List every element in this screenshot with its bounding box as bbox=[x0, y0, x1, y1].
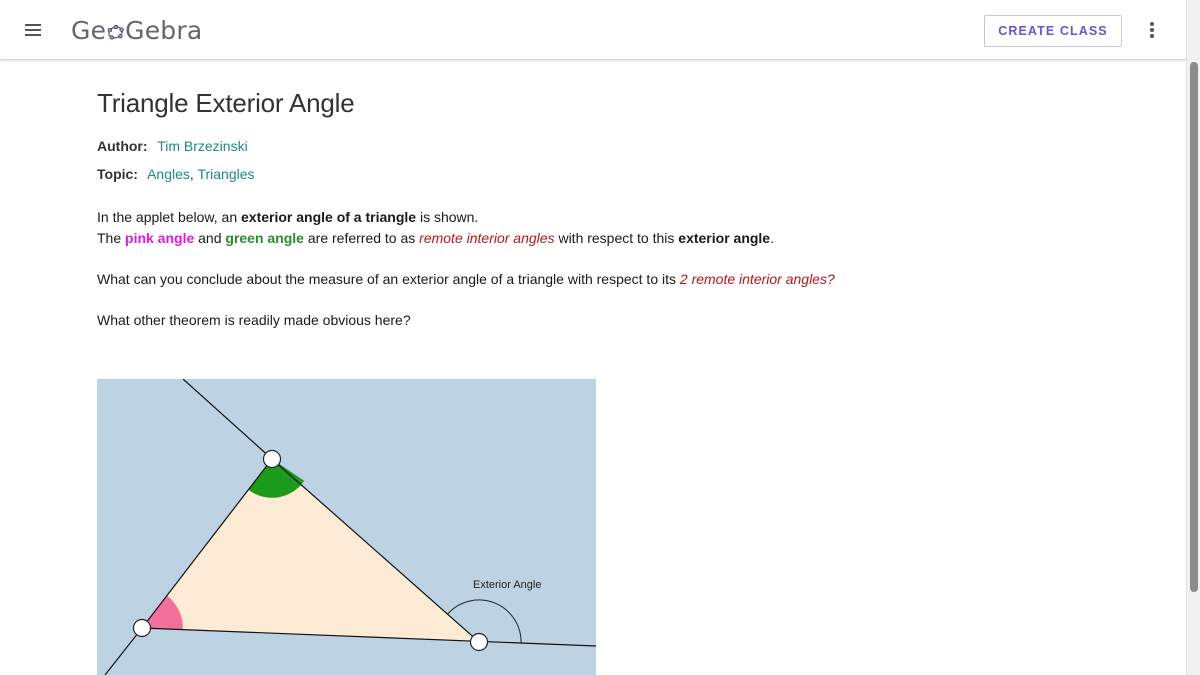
question-2: What other theorem is readily made obvious here? bbox=[97, 312, 411, 328]
geogebra-logo-icon bbox=[106, 24, 125, 40]
logo-text-part1: Ge bbox=[71, 15, 107, 45]
topic-label: Topic: bbox=[97, 166, 138, 182]
line-through-top-and-left bbox=[183, 379, 272, 459]
exterior-angle-text: exterior angle bbox=[678, 230, 771, 246]
exterior-angle-label: Exterior Angle bbox=[473, 579, 542, 591]
author-row bbox=[97, 138, 1157, 158]
author-label: Author: bbox=[97, 138, 148, 154]
green-angle-text: green angle bbox=[225, 230, 304, 246]
material-content bbox=[97, 88, 1157, 331]
topic-row bbox=[97, 166, 1157, 186]
text: are referred to as bbox=[303, 230, 420, 246]
text: The bbox=[97, 230, 126, 246]
author-link[interactable]: Tim Brzezinski bbox=[157, 138, 248, 154]
hamburger-menu-icon[interactable] bbox=[22, 20, 44, 40]
create-class-button[interactable]: CREATE CLASS bbox=[984, 15, 1122, 47]
more-vert-icon[interactable] bbox=[1144, 18, 1160, 42]
pink-angle-text: pink angle bbox=[125, 230, 195, 246]
geogebra-logo[interactable] bbox=[71, 14, 202, 46]
text: In the applet below, an bbox=[97, 209, 241, 225]
description bbox=[97, 207, 1157, 331]
text: . bbox=[770, 230, 774, 246]
remote-interior-angles-question-text: 2 remote interior angles? bbox=[679, 271, 835, 287]
logo-text-part2: Gebra bbox=[125, 15, 203, 45]
top-app-bar bbox=[0, 0, 1186, 60]
triangle-interior bbox=[142, 459, 479, 642]
question-1 bbox=[97, 269, 1157, 290]
applet-canvas[interactable] bbox=[97, 379, 596, 675]
topic-link-triangles[interactable]: Triangles bbox=[197, 166, 255, 182]
text: is shown. bbox=[416, 209, 479, 225]
geogebra-applet[interactable] bbox=[97, 379, 596, 675]
description-line-1 bbox=[97, 207, 1157, 228]
vertex-right-point[interactable] bbox=[471, 634, 488, 651]
vertex-top-point[interactable] bbox=[264, 451, 281, 468]
vertex-left-point[interactable] bbox=[134, 620, 151, 637]
description-line-2 bbox=[97, 228, 1157, 249]
remote-interior-angles-text: remote interior angles bbox=[419, 230, 555, 246]
page-scrollbar[interactable] bbox=[1186, 0, 1200, 675]
topic-separator: , bbox=[189, 166, 194, 182]
text: and bbox=[194, 230, 226, 246]
text: with respect to this bbox=[554, 230, 679, 246]
scrollbar-thumb[interactable] bbox=[1190, 62, 1198, 592]
topic-link-angles[interactable]: Angles bbox=[147, 166, 190, 182]
emphasis-exterior-angle-of-triangle: exterior angle of a triangle bbox=[241, 209, 417, 225]
page-title: Triangle Exterior Angle bbox=[97, 88, 355, 118]
text: What can you conclude about the measure of an exterior angle of a triangle with respect to its bbox=[97, 271, 680, 287]
